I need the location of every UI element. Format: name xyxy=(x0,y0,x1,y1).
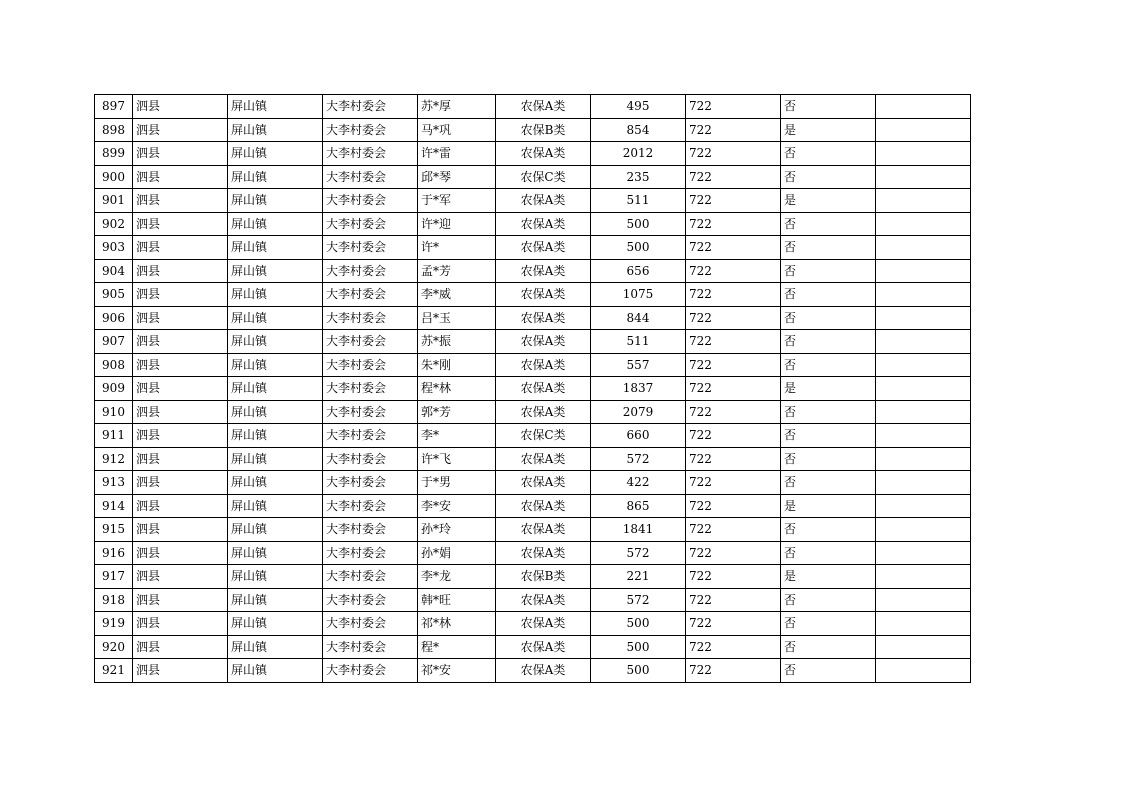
name-cell: 郭*芳 xyxy=(418,400,496,424)
village-cell: 大李村委会 xyxy=(323,447,418,471)
data-table xyxy=(94,94,971,683)
empty-cell xyxy=(876,471,971,495)
flag-cell: 否 xyxy=(781,95,876,119)
flag-cell: 是 xyxy=(781,377,876,401)
name-cell: 许*飞 xyxy=(418,447,496,471)
county-cell: 泗县 xyxy=(133,447,228,471)
table-row xyxy=(95,259,971,283)
village-cell: 大李村委会 xyxy=(323,588,418,612)
insurance-type-cell: 农保A类 xyxy=(496,400,591,424)
row-number-cell: 910 xyxy=(95,400,133,424)
code-cell: 722 xyxy=(686,259,781,283)
amount-cell: 854 xyxy=(591,118,686,142)
town-cell: 屏山镇 xyxy=(228,400,323,424)
table-row xyxy=(95,189,971,213)
code-cell: 722 xyxy=(686,236,781,260)
table-row xyxy=(95,565,971,589)
insurance-type-cell: 农保A类 xyxy=(496,212,591,236)
empty-cell xyxy=(876,588,971,612)
table-row xyxy=(95,518,971,542)
village-cell: 大李村委会 xyxy=(323,118,418,142)
table-row xyxy=(95,142,971,166)
table-row xyxy=(95,236,971,260)
flag-cell: 否 xyxy=(781,259,876,283)
flag-cell: 否 xyxy=(781,353,876,377)
amount-cell: 500 xyxy=(591,659,686,683)
county-cell: 泗县 xyxy=(133,142,228,166)
village-cell: 大李村委会 xyxy=(323,612,418,636)
county-cell: 泗县 xyxy=(133,541,228,565)
town-cell: 屏山镇 xyxy=(228,612,323,636)
code-cell: 722 xyxy=(686,353,781,377)
empty-cell xyxy=(876,283,971,307)
table-row xyxy=(95,165,971,189)
code-cell: 722 xyxy=(686,565,781,589)
code-cell: 722 xyxy=(686,471,781,495)
row-number-cell: 918 xyxy=(95,588,133,612)
amount-cell: 422 xyxy=(591,471,686,495)
insurance-type-cell: 农保A类 xyxy=(496,518,591,542)
flag-cell: 否 xyxy=(781,447,876,471)
row-number-cell: 916 xyxy=(95,541,133,565)
name-cell: 孙*娟 xyxy=(418,541,496,565)
empty-cell xyxy=(876,118,971,142)
table-row xyxy=(95,494,971,518)
row-number-cell: 898 xyxy=(95,118,133,142)
name-cell: 邱*琴 xyxy=(418,165,496,189)
town-cell: 屏山镇 xyxy=(228,259,323,283)
insurance-type-cell: 农保A类 xyxy=(496,659,591,683)
village-cell: 大李村委会 xyxy=(323,541,418,565)
town-cell: 屏山镇 xyxy=(228,118,323,142)
county-cell: 泗县 xyxy=(133,565,228,589)
code-cell: 722 xyxy=(686,306,781,330)
insurance-type-cell: 农保A类 xyxy=(496,494,591,518)
row-number-cell: 897 xyxy=(95,95,133,119)
insurance-type-cell: 农保A类 xyxy=(496,236,591,260)
amount-cell: 500 xyxy=(591,612,686,636)
village-cell: 大李村委会 xyxy=(323,659,418,683)
table-row xyxy=(95,95,971,119)
county-cell: 泗县 xyxy=(133,588,228,612)
name-cell: 马*巩 xyxy=(418,118,496,142)
empty-cell xyxy=(876,165,971,189)
row-number-cell: 899 xyxy=(95,142,133,166)
county-cell: 泗县 xyxy=(133,165,228,189)
empty-cell xyxy=(876,236,971,260)
amount-cell: 1075 xyxy=(591,283,686,307)
flag-cell: 否 xyxy=(781,400,876,424)
code-cell: 722 xyxy=(686,142,781,166)
flag-cell: 否 xyxy=(781,212,876,236)
county-cell: 泗县 xyxy=(133,518,228,542)
village-cell: 大李村委会 xyxy=(323,212,418,236)
code-cell: 722 xyxy=(686,635,781,659)
county-cell: 泗县 xyxy=(133,95,228,119)
table-row xyxy=(95,447,971,471)
town-cell: 屏山镇 xyxy=(228,142,323,166)
amount-cell: 500 xyxy=(591,212,686,236)
empty-cell xyxy=(876,189,971,213)
name-cell: 李*龙 xyxy=(418,565,496,589)
town-cell: 屏山镇 xyxy=(228,283,323,307)
row-number-cell: 901 xyxy=(95,189,133,213)
town-cell: 屏山镇 xyxy=(228,518,323,542)
county-cell: 泗县 xyxy=(133,612,228,636)
insurance-type-cell: 农保A类 xyxy=(496,142,591,166)
flag-cell: 是 xyxy=(781,118,876,142)
empty-cell xyxy=(876,424,971,448)
flag-cell: 否 xyxy=(781,165,876,189)
county-cell: 泗县 xyxy=(133,471,228,495)
code-cell: 722 xyxy=(686,518,781,542)
flag-cell: 否 xyxy=(781,659,876,683)
name-cell: 许* xyxy=(418,236,496,260)
name-cell: 许*雷 xyxy=(418,142,496,166)
county-cell: 泗县 xyxy=(133,118,228,142)
insurance-type-cell: 农保C类 xyxy=(496,165,591,189)
amount-cell: 500 xyxy=(591,236,686,260)
amount-cell: 844 xyxy=(591,306,686,330)
empty-cell xyxy=(876,142,971,166)
village-cell: 大李村委会 xyxy=(323,259,418,283)
county-cell: 泗县 xyxy=(133,424,228,448)
table-row xyxy=(95,612,971,636)
insurance-type-cell: 农保B类 xyxy=(496,565,591,589)
name-cell: 祁*林 xyxy=(418,612,496,636)
amount-cell: 235 xyxy=(591,165,686,189)
village-cell: 大李村委会 xyxy=(323,471,418,495)
empty-cell xyxy=(876,95,971,119)
name-cell: 李*威 xyxy=(418,283,496,307)
county-cell: 泗县 xyxy=(133,330,228,354)
row-number-cell: 921 xyxy=(95,659,133,683)
flag-cell: 否 xyxy=(781,518,876,542)
town-cell: 屏山镇 xyxy=(228,377,323,401)
name-cell: 许*迎 xyxy=(418,212,496,236)
name-cell: 李* xyxy=(418,424,496,448)
code-cell: 722 xyxy=(686,212,781,236)
town-cell: 屏山镇 xyxy=(228,306,323,330)
empty-cell xyxy=(876,659,971,683)
empty-cell xyxy=(876,541,971,565)
county-cell: 泗县 xyxy=(133,236,228,260)
flag-cell: 否 xyxy=(781,424,876,448)
empty-cell xyxy=(876,259,971,283)
insurance-type-cell: 农保A类 xyxy=(496,588,591,612)
village-cell: 大李村委会 xyxy=(323,377,418,401)
code-cell: 722 xyxy=(686,330,781,354)
amount-cell: 572 xyxy=(591,541,686,565)
table-row xyxy=(95,118,971,142)
flag-cell: 是 xyxy=(781,565,876,589)
table-row xyxy=(95,353,971,377)
amount-cell: 656 xyxy=(591,259,686,283)
amount-cell: 557 xyxy=(591,353,686,377)
row-number-cell: 907 xyxy=(95,330,133,354)
insurance-type-cell: 农保A类 xyxy=(496,189,591,213)
village-cell: 大李村委会 xyxy=(323,306,418,330)
name-cell: 程*林 xyxy=(418,377,496,401)
code-cell: 722 xyxy=(686,659,781,683)
village-cell: 大李村委会 xyxy=(323,165,418,189)
county-cell: 泗县 xyxy=(133,189,228,213)
name-cell: 苏*振 xyxy=(418,330,496,354)
town-cell: 屏山镇 xyxy=(228,212,323,236)
insurance-type-cell: 农保A类 xyxy=(496,447,591,471)
amount-cell: 511 xyxy=(591,189,686,213)
table-row xyxy=(95,659,971,683)
name-cell: 孙*玲 xyxy=(418,518,496,542)
empty-cell xyxy=(876,612,971,636)
insurance-type-cell: 农保A类 xyxy=(496,306,591,330)
table-row xyxy=(95,283,971,307)
insurance-type-cell: 农保A类 xyxy=(496,330,591,354)
town-cell: 屏山镇 xyxy=(228,635,323,659)
name-cell: 祁*安 xyxy=(418,659,496,683)
row-number-cell: 900 xyxy=(95,165,133,189)
county-cell: 泗县 xyxy=(133,635,228,659)
code-cell: 722 xyxy=(686,377,781,401)
empty-cell xyxy=(876,565,971,589)
amount-cell: 221 xyxy=(591,565,686,589)
row-number-cell: 902 xyxy=(95,212,133,236)
insurance-type-cell: 农保A类 xyxy=(496,541,591,565)
row-number-cell: 919 xyxy=(95,612,133,636)
flag-cell: 否 xyxy=(781,588,876,612)
village-cell: 大李村委会 xyxy=(323,565,418,589)
insurance-type-cell: 农保A类 xyxy=(496,471,591,495)
empty-cell xyxy=(876,494,971,518)
name-cell: 李*安 xyxy=(418,494,496,518)
name-cell: 韩*旺 xyxy=(418,588,496,612)
row-number-cell: 905 xyxy=(95,283,133,307)
town-cell: 屏山镇 xyxy=(228,541,323,565)
flag-cell: 否 xyxy=(781,541,876,565)
amount-cell: 660 xyxy=(591,424,686,448)
table-row xyxy=(95,635,971,659)
insurance-type-cell: 农保B类 xyxy=(496,118,591,142)
flag-cell: 是 xyxy=(781,494,876,518)
code-cell: 722 xyxy=(686,189,781,213)
flag-cell: 否 xyxy=(781,330,876,354)
town-cell: 屏山镇 xyxy=(228,165,323,189)
empty-cell xyxy=(876,212,971,236)
county-cell: 泗县 xyxy=(133,659,228,683)
row-number-cell: 904 xyxy=(95,259,133,283)
code-cell: 722 xyxy=(686,447,781,471)
flag-cell: 否 xyxy=(781,142,876,166)
county-cell: 泗县 xyxy=(133,494,228,518)
town-cell: 屏山镇 xyxy=(228,588,323,612)
town-cell: 屏山镇 xyxy=(228,494,323,518)
amount-cell: 572 xyxy=(591,447,686,471)
village-cell: 大李村委会 xyxy=(323,424,418,448)
flag-cell: 否 xyxy=(781,612,876,636)
code-cell: 722 xyxy=(686,283,781,307)
insurance-type-cell: 农保A类 xyxy=(496,283,591,307)
code-cell: 722 xyxy=(686,541,781,565)
village-cell: 大李村委会 xyxy=(323,330,418,354)
amount-cell: 1837 xyxy=(591,377,686,401)
row-number-cell: 912 xyxy=(95,447,133,471)
name-cell: 程* xyxy=(418,635,496,659)
town-cell: 屏山镇 xyxy=(228,565,323,589)
amount-cell: 2079 xyxy=(591,400,686,424)
empty-cell xyxy=(876,635,971,659)
table-row xyxy=(95,424,971,448)
empty-cell xyxy=(876,447,971,471)
insurance-type-cell: 农保A类 xyxy=(496,95,591,119)
insurance-type-cell: 农保A类 xyxy=(496,612,591,636)
amount-cell: 495 xyxy=(591,95,686,119)
empty-cell xyxy=(876,377,971,401)
row-number-cell: 908 xyxy=(95,353,133,377)
empty-cell xyxy=(876,518,971,542)
code-cell: 722 xyxy=(686,400,781,424)
county-cell: 泗县 xyxy=(133,212,228,236)
village-cell: 大李村委会 xyxy=(323,353,418,377)
row-number-cell: 906 xyxy=(95,306,133,330)
row-number-cell: 911 xyxy=(95,424,133,448)
town-cell: 屏山镇 xyxy=(228,330,323,354)
amount-cell: 572 xyxy=(591,588,686,612)
amount-cell: 1841 xyxy=(591,518,686,542)
row-number-cell: 917 xyxy=(95,565,133,589)
row-number-cell: 909 xyxy=(95,377,133,401)
county-cell: 泗县 xyxy=(133,377,228,401)
amount-cell: 865 xyxy=(591,494,686,518)
name-cell: 于*男 xyxy=(418,471,496,495)
village-cell: 大李村委会 xyxy=(323,189,418,213)
town-cell: 屏山镇 xyxy=(228,447,323,471)
insurance-type-cell: 农保C类 xyxy=(496,424,591,448)
name-cell: 孟*芳 xyxy=(418,259,496,283)
amount-cell: 500 xyxy=(591,635,686,659)
insurance-type-cell: 农保A类 xyxy=(496,259,591,283)
table-row xyxy=(95,212,971,236)
town-cell: 屏山镇 xyxy=(228,659,323,683)
flag-cell: 否 xyxy=(781,236,876,260)
county-cell: 泗县 xyxy=(133,400,228,424)
village-cell: 大李村委会 xyxy=(323,400,418,424)
town-cell: 屏山镇 xyxy=(228,353,323,377)
county-cell: 泗县 xyxy=(133,353,228,377)
empty-cell xyxy=(876,353,971,377)
insurance-type-cell: 农保A类 xyxy=(496,353,591,377)
village-cell: 大李村委会 xyxy=(323,283,418,307)
county-cell: 泗县 xyxy=(133,283,228,307)
row-number-cell: 913 xyxy=(95,471,133,495)
table-row xyxy=(95,330,971,354)
town-cell: 屏山镇 xyxy=(228,424,323,448)
flag-cell: 是 xyxy=(781,189,876,213)
row-number-cell: 915 xyxy=(95,518,133,542)
row-number-cell: 903 xyxy=(95,236,133,260)
village-cell: 大李村委会 xyxy=(323,518,418,542)
amount-cell: 2012 xyxy=(591,142,686,166)
county-cell: 泗县 xyxy=(133,259,228,283)
county-cell: 泗县 xyxy=(133,306,228,330)
village-cell: 大李村委会 xyxy=(323,142,418,166)
flag-cell: 否 xyxy=(781,306,876,330)
town-cell: 屏山镇 xyxy=(228,95,323,119)
amount-cell: 511 xyxy=(591,330,686,354)
village-cell: 大李村委会 xyxy=(323,494,418,518)
code-cell: 722 xyxy=(686,494,781,518)
table-row xyxy=(95,306,971,330)
code-cell: 722 xyxy=(686,95,781,119)
town-cell: 屏山镇 xyxy=(228,236,323,260)
table-body xyxy=(95,95,971,683)
name-cell: 吕*玉 xyxy=(418,306,496,330)
table-row xyxy=(95,400,971,424)
village-cell: 大李村委会 xyxy=(323,635,418,659)
town-cell: 屏山镇 xyxy=(228,471,323,495)
row-number-cell: 914 xyxy=(95,494,133,518)
table-row xyxy=(95,377,971,401)
insurance-type-cell: 农保A类 xyxy=(496,377,591,401)
code-cell: 722 xyxy=(686,118,781,142)
village-cell: 大李村委会 xyxy=(323,95,418,119)
code-cell: 722 xyxy=(686,612,781,636)
flag-cell: 否 xyxy=(781,283,876,307)
flag-cell: 否 xyxy=(781,635,876,659)
row-number-cell: 920 xyxy=(95,635,133,659)
code-cell: 722 xyxy=(686,165,781,189)
flag-cell: 否 xyxy=(781,471,876,495)
empty-cell xyxy=(876,306,971,330)
table-row xyxy=(95,471,971,495)
empty-cell xyxy=(876,400,971,424)
name-cell: 朱*刚 xyxy=(418,353,496,377)
empty-cell xyxy=(876,330,971,354)
table-row xyxy=(95,541,971,565)
village-cell: 大李村委会 xyxy=(323,236,418,260)
name-cell: 苏*厚 xyxy=(418,95,496,119)
insurance-type-cell: 农保A类 xyxy=(496,635,591,659)
name-cell: 于*军 xyxy=(418,189,496,213)
code-cell: 722 xyxy=(686,588,781,612)
table-row xyxy=(95,588,971,612)
town-cell: 屏山镇 xyxy=(228,189,323,213)
code-cell: 722 xyxy=(686,424,781,448)
